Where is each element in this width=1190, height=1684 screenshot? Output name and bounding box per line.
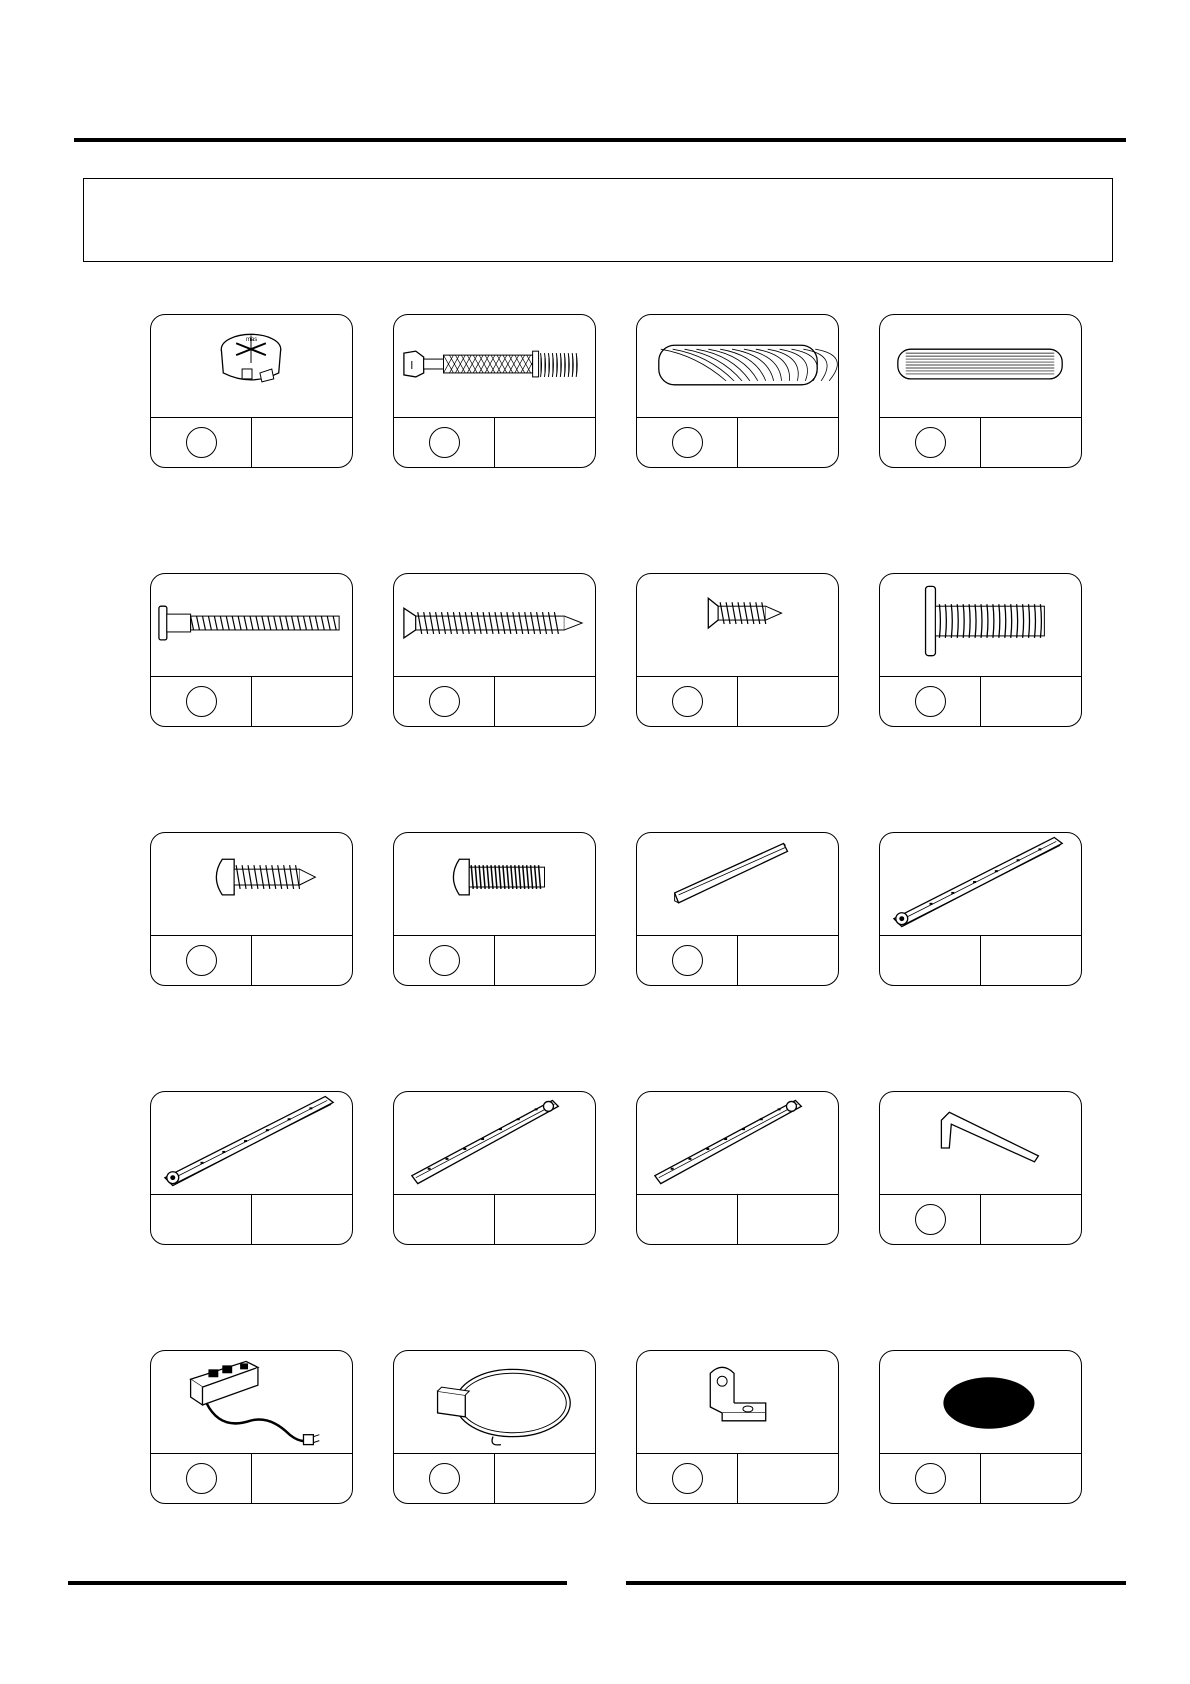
part-card-drawer-rail-b — [636, 1091, 839, 1245]
part-label — [394, 1454, 494, 1502]
drawer-slide-icon — [880, 833, 1081, 937]
part-card-allen-key — [879, 1091, 1082, 1245]
part-quantity — [496, 677, 596, 725]
part-footer — [880, 676, 1081, 726]
channel-strip-icon — [637, 833, 838, 937]
part-label — [394, 677, 494, 725]
part-label — [151, 677, 251, 725]
part-label — [151, 936, 251, 984]
part-footer — [394, 1194, 595, 1244]
part-card-felt-pad — [879, 1350, 1082, 1504]
felt-pad-icon — [880, 1351, 1081, 1455]
part-card-long-wood-screw — [393, 573, 596, 727]
part-card-pan-head-bolt — [393, 832, 596, 986]
part-card-drawer-slide-left — [150, 1091, 353, 1245]
part-footer — [637, 1194, 838, 1244]
part-card-cam-bolt — [393, 314, 596, 468]
part-label — [880, 1454, 980, 1502]
part-quantity — [739, 677, 839, 725]
part-footer — [880, 935, 1081, 985]
bottom-rule-left — [68, 1581, 567, 1585]
part-quantity — [496, 1195, 596, 1243]
part-quantity — [253, 936, 353, 984]
part-label — [151, 1454, 251, 1502]
l-bracket-icon — [637, 1351, 838, 1455]
part-footer — [394, 935, 595, 985]
part-label — [880, 1195, 980, 1243]
part-quantity — [982, 418, 1082, 466]
part-footer — [151, 1194, 352, 1244]
part-card-long-connector-bolt — [150, 573, 353, 727]
cable-holder-icon — [394, 1351, 595, 1455]
part-footer — [637, 935, 838, 985]
short-screw-icon — [637, 574, 838, 678]
part-quantity — [253, 1454, 353, 1502]
part-footer — [880, 417, 1081, 467]
part-footer — [394, 1453, 595, 1503]
part-card-channel-strip — [636, 832, 839, 986]
part-footer — [151, 935, 352, 985]
part-card-flat-head-bolt — [879, 573, 1082, 727]
note-box — [83, 178, 1113, 262]
part-footer — [151, 417, 352, 467]
part-label — [151, 418, 251, 466]
part-card-wood-dowel-spiral — [636, 314, 839, 468]
part-quantity — [982, 936, 1082, 984]
part-footer — [637, 417, 838, 467]
part-quantity — [739, 1454, 839, 1502]
part-quantity — [739, 1195, 839, 1243]
part-card-power-outlet — [150, 1350, 353, 1504]
part-quantity — [496, 418, 596, 466]
part-quantity — [253, 418, 353, 466]
part-footer — [637, 1453, 838, 1503]
connector-bolt-icon — [151, 574, 352, 678]
part-label — [394, 418, 494, 466]
part-quantity — [253, 677, 353, 725]
part-footer — [151, 676, 352, 726]
part-card-drawer-slide-right — [879, 832, 1082, 986]
part-label — [151, 1195, 251, 1243]
part-quantity — [982, 1454, 1082, 1502]
power-outlet-icon — [151, 1351, 352, 1455]
part-label — [637, 1195, 737, 1243]
fluted-dowel-icon — [880, 315, 1081, 419]
part-label — [637, 1454, 737, 1502]
svg-text:mas: mas — [246, 337, 258, 344]
spiral-dowel-icon — [637, 315, 838, 419]
part-label — [637, 936, 737, 984]
part-card-pan-head-screw — [150, 832, 353, 986]
part-footer — [880, 1194, 1081, 1244]
top-rule — [74, 138, 1126, 142]
part-card-cable-holder — [393, 1350, 596, 1504]
allen-key-icon — [880, 1092, 1081, 1196]
part-quantity — [496, 936, 596, 984]
drawer-rail-icon — [637, 1092, 838, 1196]
part-card-cam-lock — [150, 314, 353, 468]
part-footer — [880, 1453, 1081, 1503]
part-footer — [637, 676, 838, 726]
part-quantity — [982, 1195, 1082, 1243]
part-quantity — [253, 1195, 353, 1243]
drawer-rail-icon — [394, 1092, 595, 1196]
part-footer — [394, 417, 595, 467]
cam-bolt-icon — [394, 315, 595, 419]
part-label — [394, 936, 494, 984]
part-footer — [151, 1453, 352, 1503]
pan-bolt-icon — [394, 833, 595, 937]
part-card-short-wood-screw — [636, 573, 839, 727]
part-label — [394, 1195, 494, 1243]
part-label — [880, 936, 980, 984]
part-quantity — [496, 1454, 596, 1502]
flat-bolt-icon — [880, 574, 1081, 678]
part-quantity — [982, 677, 1082, 725]
part-footer — [394, 676, 595, 726]
part-card-wood-dowel-fluted — [879, 314, 1082, 468]
drawer-slide-icon — [151, 1092, 352, 1196]
part-quantity — [739, 936, 839, 984]
part-quantity — [739, 418, 839, 466]
part-label — [637, 418, 737, 466]
part-card-drawer-rail-a — [393, 1091, 596, 1245]
pan-screw-icon — [151, 833, 352, 937]
part-label — [637, 677, 737, 725]
part-card-l-bracket — [636, 1350, 839, 1504]
bottom-rule-right — [626, 1581, 1126, 1585]
part-label — [880, 677, 980, 725]
cam-lock-icon — [151, 315, 352, 419]
part-label — [880, 418, 980, 466]
long-screw-icon — [394, 574, 595, 678]
